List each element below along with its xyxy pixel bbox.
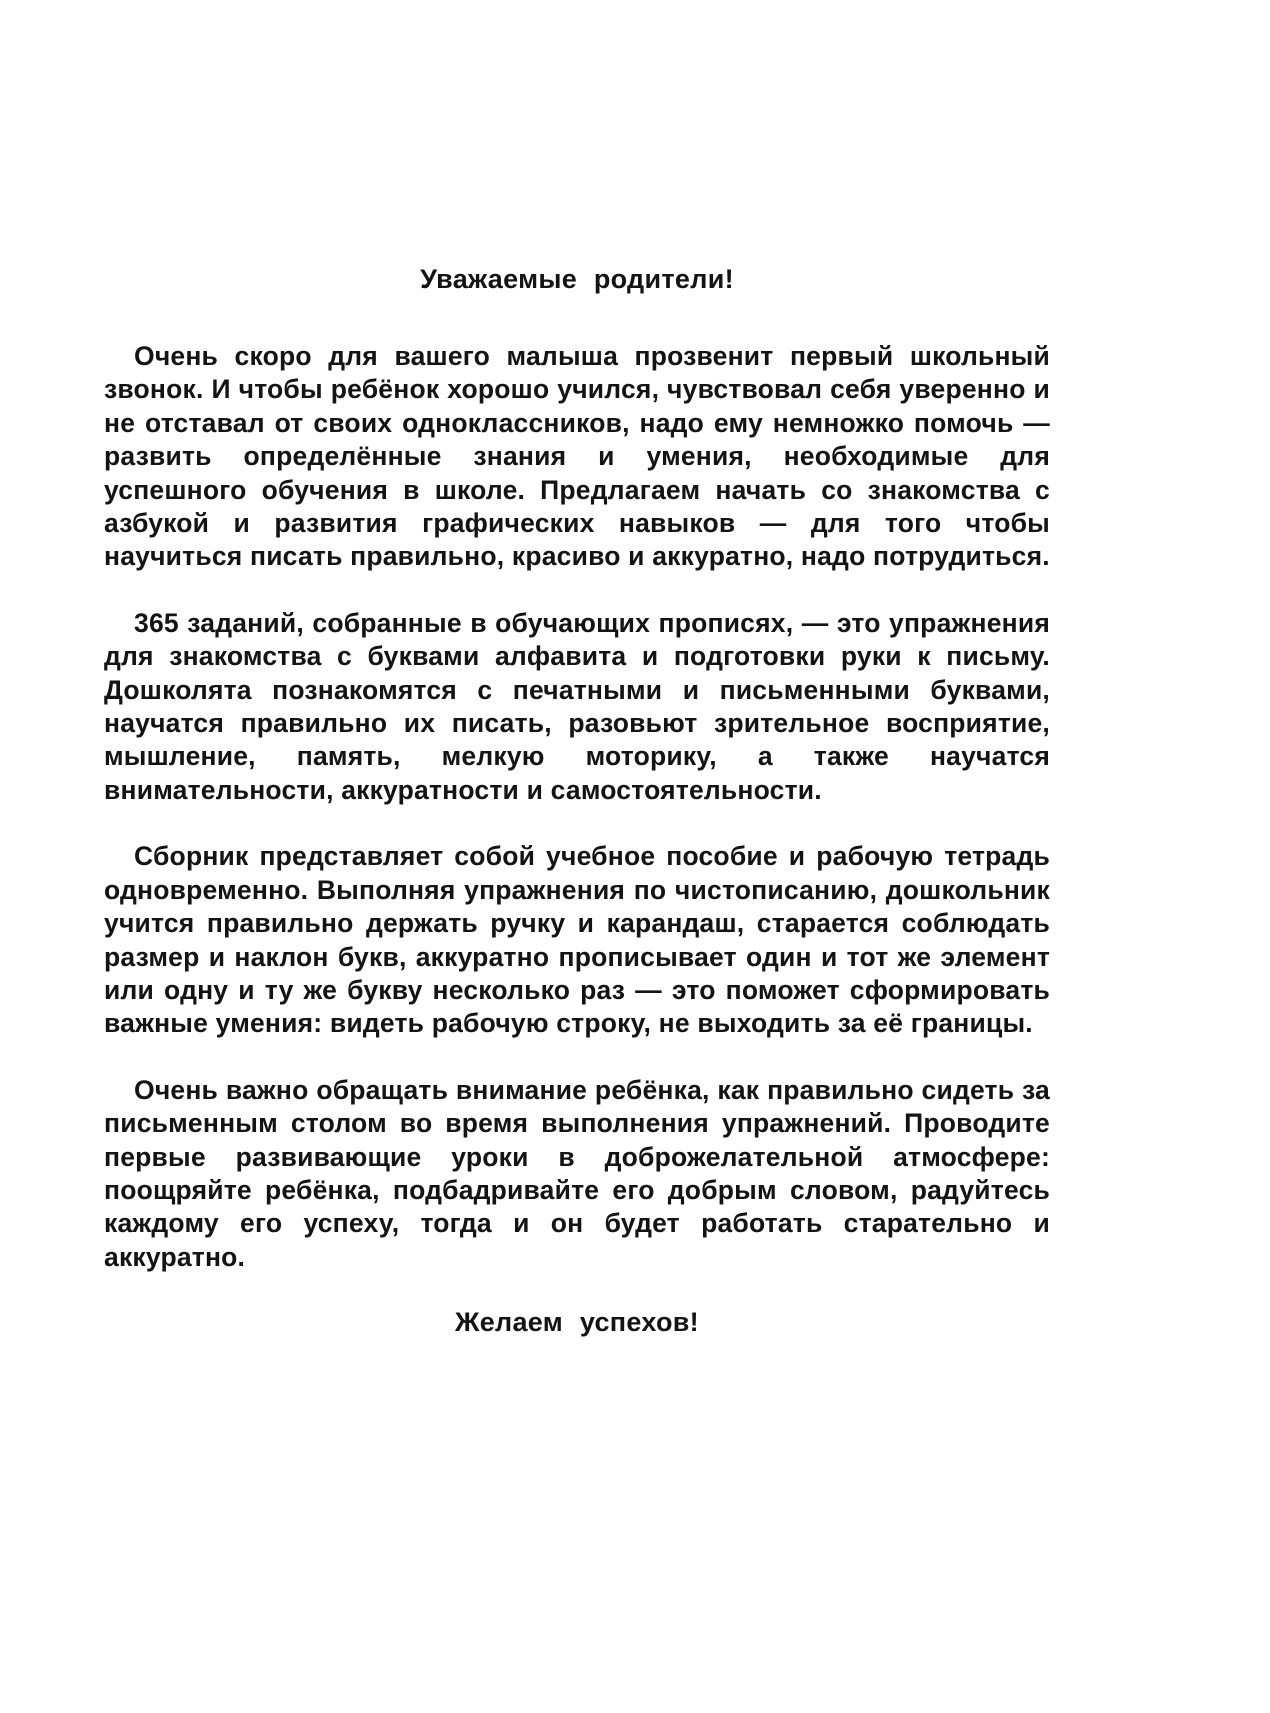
paragraph-advice: Очень важно обращать внимание ребёнка, как правильно сидеть за письменным столом во время выполнения упражнений. Проводите первые развивающие уроки в доброжелательной атмосфере: поощряйте ребёнка, подбадривайте его добрым словом, радуйтесь каждому его успеху, тогда и он будет работать старательно и аккуратно. (104, 1074, 1050, 1272)
closing-line: Желаем успехов! (455, 1307, 699, 1338)
page-title: Уважаемые родители! (420, 264, 734, 294)
paragraph-workbook: Сборник представляет собой учебное пособие и рабочую тетрадь одновременно. Выполняя упражнения по чистописанию, дошкольник учится правильно держать ручку и карандаш, старается соблюдать размер и наклон букв, аккуратно прописывает один и тот же элемент или одну и ту же букву несколько раз — это поможет сформировать важные умения: видеть рабочую строку, не выходить за её границы. (104, 841, 1050, 1039)
text-column (104, 264, 1050, 1338)
paragraph-intro: Очень скоро для вашего малыша прозвенит первый школьный звонок. И чтобы ребёнок хорошо учился, чувствовал себя уверенно и не отставал от своих одноклассников, надо ему немножко помочь — развить определённые знания и умения, необходимые для успешного обучения в школе. Предлагаем начать со знакомства с азбукой и развития графических навыков — для того чтобы научиться писать правильно, красиво и аккуратно, надо потрудиться. (104, 341, 1050, 572)
paragraph-365-tasks: 365 заданий, собранные в обучающих прописях, — это упражнения для знакомства с буквами алфавита и подготовки руки к письму. Дошколята познакомятся с печатными и письменными буквами, научатся правильно их писать, разовьют зрительное восприятие, мышление, память, мелкую моторику, а также научатся внимательности, аккуратности и самостоятельности. (104, 607, 1050, 805)
